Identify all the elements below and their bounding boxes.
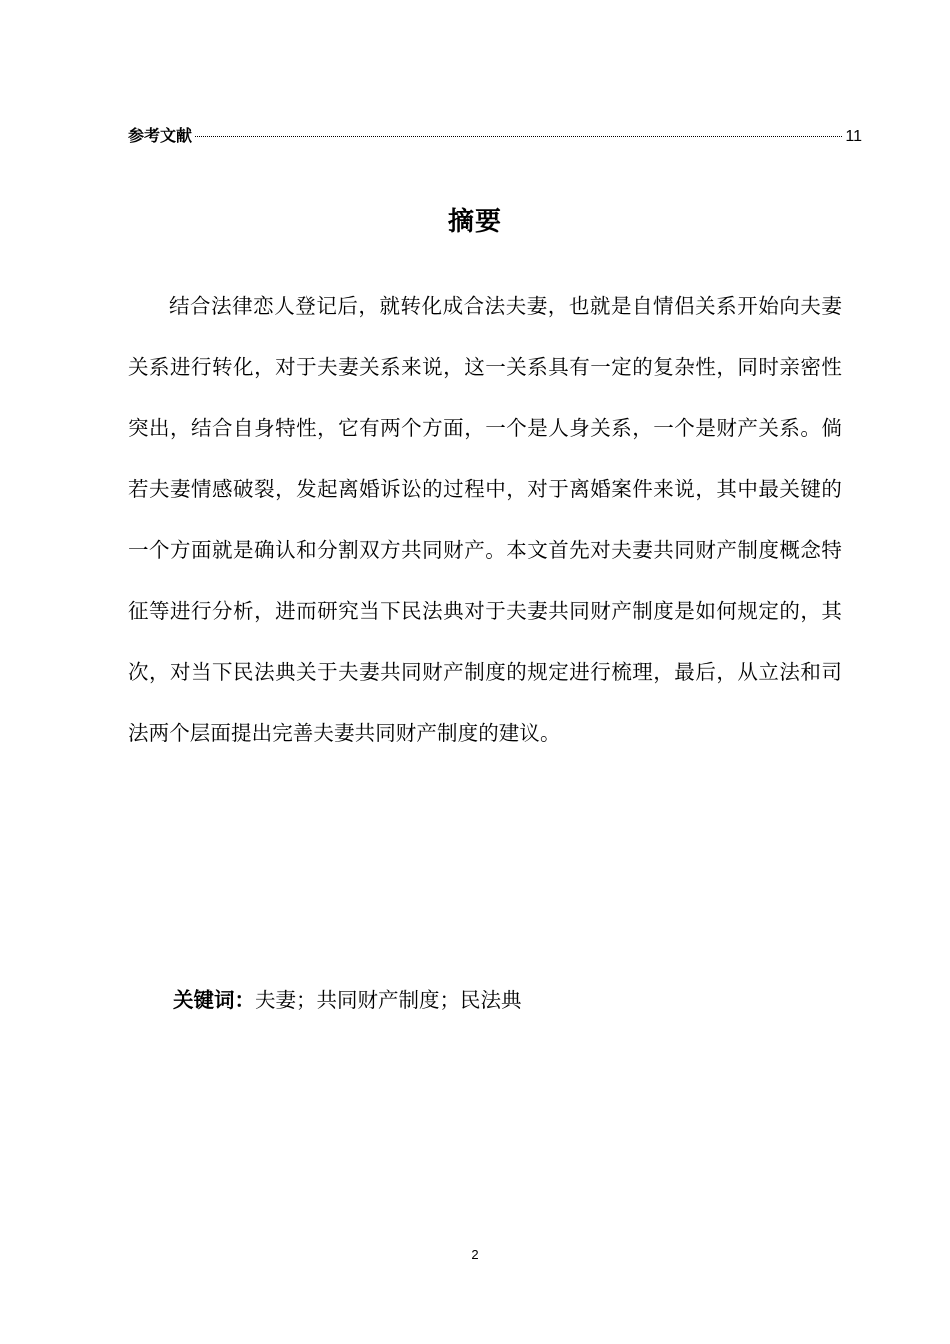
toc-entry-references[interactable] [128,124,862,148]
abstract-body: 结合法律恋人登记后，就转化成合法夫妻，也就是自情侣关系开始向夫妻关系进行转化，对于夫妻关系来说，这一关系具有一定的复杂性，同时亲密性突出，结合自身特性，它有两个方面，一个是人身关系，一个是财产关系。倘若夫妻情感破裂，发起离婚诉讼的过程中，对于离婚案件来说，其中最关键的一个方面就是确认和分割双方共同财产。本文首先对夫妻共同财产制度概念特征等进行分析，进而研究当下民法典对于夫妻共同财产制度是如何规定的，其次，对当下民法典关于夫妻共同财产制度的规定进行梳理，最后，从立法和司法两个层面提出完善夫妻共同财产制度的建议。 [128,294,842,745]
page-number: 2 [471,1247,479,1262]
abstract-title: 摘要 [447,207,502,237]
keywords-label: 关键词： [173,988,255,1012]
keywords-line [173,980,522,1020]
toc-leader-dots [195,136,842,137]
toc-entry-page-number: 11 [845,128,862,145]
keywords-value: 夫妻；共同财产制度；民法典 [255,988,522,1012]
toc-entry-label: 参考文献 [128,126,193,145]
